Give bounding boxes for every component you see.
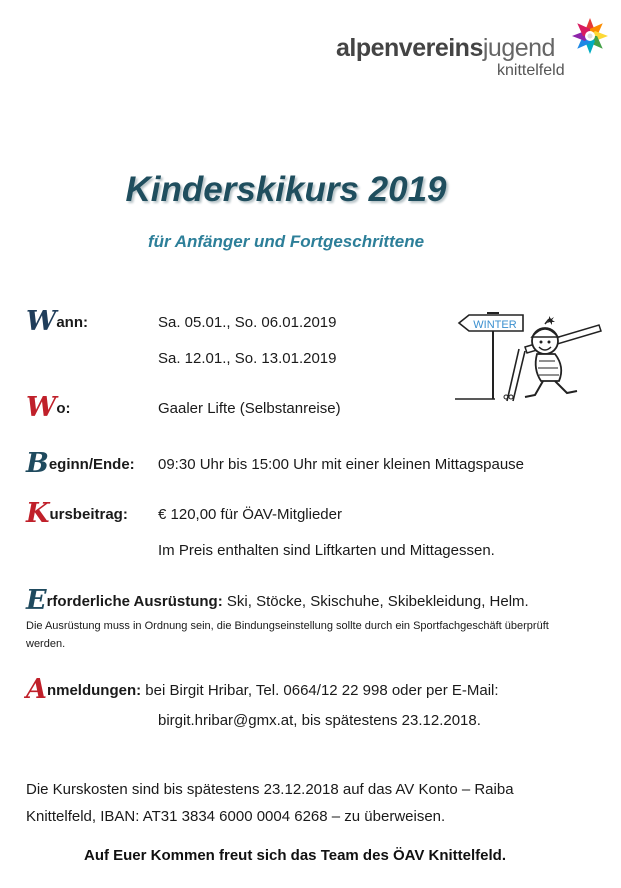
page-subtitle: für Anfänger und Fortgeschrittene <box>147 232 425 251</box>
label-kursbeitrag <box>26 498 128 529</box>
label-ausruestung-text: rforderliche Ausrüstung: <box>46 593 223 610</box>
beginn-value: 09:30 Uhr bis 15:00 Uhr mit einer kleinen Mittagspause <box>158 456 525 473</box>
kurs-price: € 120,00 für ÖAV-Mitglieder <box>158 506 342 523</box>
anmeldung-line-1: bei Birgit Hribar, Tel. 0664/12 22 998 oder per E-Mail: <box>145 682 499 699</box>
label-anmeldungen <box>26 674 499 705</box>
edelweiss-logo-icon <box>571 17 609 55</box>
ausruestung-note: Die Ausrüstung muss in Ordnung sein, die Bindungseinstellung sollte durch ein Sportfachgeschäft überprüft werden. <box>26 620 549 650</box>
logo-word-bold: alpenvereins <box>336 34 483 62</box>
skier-winter-illustration <box>455 307 605 407</box>
label-wann-text: ann: <box>56 314 88 331</box>
label-wann <box>26 306 88 337</box>
kurs-included: Im Preis enthalten sind Liftkarten und Mittagessen. <box>158 542 495 559</box>
label-anmeldung-text: nmeldungen: <box>46 682 142 699</box>
label-ausruestung <box>26 585 529 616</box>
wo-value: Gaaler Lifte (Selbstanreise) <box>158 400 341 417</box>
wann-date-2: Sa. 12.01., So. 13.01.2019 <box>158 350 337 367</box>
label-wann-initial: W <box>26 306 57 337</box>
label-wo-initial: W <box>26 392 57 423</box>
wann-date-1: Sa. 05.01., So. 06.01.2019 <box>158 314 337 331</box>
page-title: Kinderskikurs 2019 <box>125 170 447 209</box>
label-kurs-initial: K <box>26 498 50 529</box>
label-beginn <box>26 448 135 479</box>
anmeldung-line-2: birgit.hribar@gmx.at, bis spätestens 23.12.2018. <box>158 712 481 729</box>
logo-wordmark <box>336 34 555 63</box>
label-kurs-text: ursbeitrag: <box>49 506 128 523</box>
label-wo-text: o: <box>56 400 71 417</box>
logo-word-light: jugend <box>482 34 555 62</box>
label-beginn-initial: B <box>26 448 49 479</box>
label-ausruestung-initial: E <box>26 585 47 616</box>
sign-text: WINTER <box>473 319 517 331</box>
closing-line: Auf Euer Kommen freut sich das Team des ÖAV Knittelfeld. <box>83 847 507 864</box>
label-anmeldung-initial: A <box>26 674 47 705</box>
payment-paragraph: Die Kurskosten sind bis spätestens 23.12.2018 auf das AV Konto – Raiba Knittelfeld, IBAN: AT31 3834 6000 0004 6268 – zu überweisen. <box>26 781 514 825</box>
ausruestung-value: Ski, Stöcke, Skischuhe, Skibekleidung, Helm. <box>226 593 529 610</box>
label-wo <box>26 392 71 423</box>
logo-subtitle: knittelfeld <box>497 62 565 79</box>
label-beginn-text: eginn/Ende: <box>48 456 135 473</box>
